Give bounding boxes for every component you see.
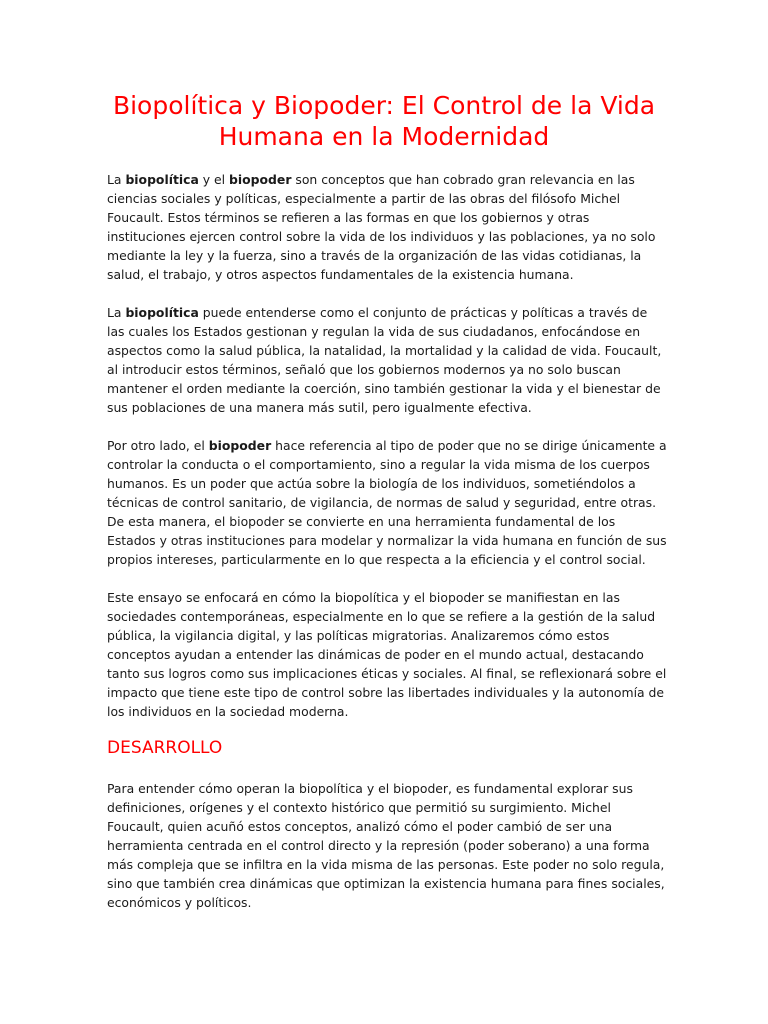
bold-term-biopolitica: biopolítica [125, 305, 199, 320]
text-run: puede entenderse como el conjunto de prácticas y políticas a través de las cuales los Estados gestionan y regulan la vida de sus ciudadanos, enfocándose en aspectos como la salud pública, la natalidad, la mortalidad y la calidad de vida. Foucault, al introducir estos términos, señaló que los gobiernos modernos ya no solo buscan mantener el orden mediante la coerción, sino también gestionar la vida y el bienestar de sus poblaciones de una manera más sutil, pero igualmente efectiva. [107, 305, 662, 415]
section-heading-desarrollo: DESARROLLO [107, 738, 223, 758]
text-run: La [107, 305, 126, 320]
intro-paragraph-4: Este ensayo se enfocará en cómo la biopolítica y el biopoder se manifiestan en las sociedades contemporáneas, especialmente en lo que se refiere a la gestión de la salud pública, la vigilancia digital, y las políticas migratorias. Analizaremos cómo estos conceptos ayudan a entender las dinámicas de poder en el mundo actual, destacando tanto sus logros como sus implicaciones éticas y sociales. Al final, se reflexionará sobre el impacto que tiene este tipo de control sobre las libertades individuales y la autonomía de los individuos en la sociedad moderna. [107, 590, 667, 719]
text-run: y el [198, 172, 230, 187]
text-run: hace referencia al tipo de poder que no se dirige únicamente a controlar la conducta o el comportamiento, sino a regular la vida misma de los cuerpos humanos. Es un poder que actúa sobre la biología de los individuos, sometiéndolos a técnicas de control sanitario, de vigilancia, de normas de salud y seguridad, entre otras. De esta manera, el biopoder se convierte en una herramienta fundamental de los Estados y otras instituciones para modelar y normalizar la vida humana en función de sus propios intereses, particularmente en lo que respecta a la eficiencia y el control social. [107, 438, 667, 567]
intro-paragraph-1 [107, 170, 667, 284]
bold-term-biopoder: biopoder [229, 172, 292, 187]
document-title: Biopolítica y Biopoder: El Control de la Vida Humana en la Modernidad [112, 91, 656, 151]
desarrollo-paragraph-1: Para entender cómo operan la biopolítica y el biopoder, es fundamental explorar sus definiciones, orígenes y el contexto histórico que permitió su surgimiento. Michel Foucault, quien acuñó estos conceptos, analizó cómo el poder cambió de ser una herramienta centrada en el control directo y la represión (poder soberano) a una forma más compleja que se infiltra en la vida misma de las personas. Este poder no solo regula, sino que también crea dinámicas que optimizan la existencia humana para fines sociales, económicos y políticos. [107, 781, 665, 910]
text-run: La [107, 172, 126, 187]
bold-term-biopolitica: biopolítica [125, 172, 199, 187]
text-run: Por otro lado, el [107, 438, 209, 453]
intro-paragraph-3 [107, 436, 667, 569]
bold-term-biopoder: biopoder [208, 438, 272, 453]
text-run: son conceptos que han cobrado gran relevancia en las ciencias sociales y políticas, especialmente a partir de las obras del filósofo Michel Foucault. Estos términos se refieren a las formas en que los gobiernos y otras instituciones ejercen control sobre la vida de los individuos y las poblaciones, ya no solo mediante la ley y la fuerza, sino a través de la organización de las vidas cotidianas, la salud, el trabajo, y otros aspectos fundamentales de la existencia humana. [107, 172, 656, 282]
intro-paragraph-2 [107, 303, 667, 417]
